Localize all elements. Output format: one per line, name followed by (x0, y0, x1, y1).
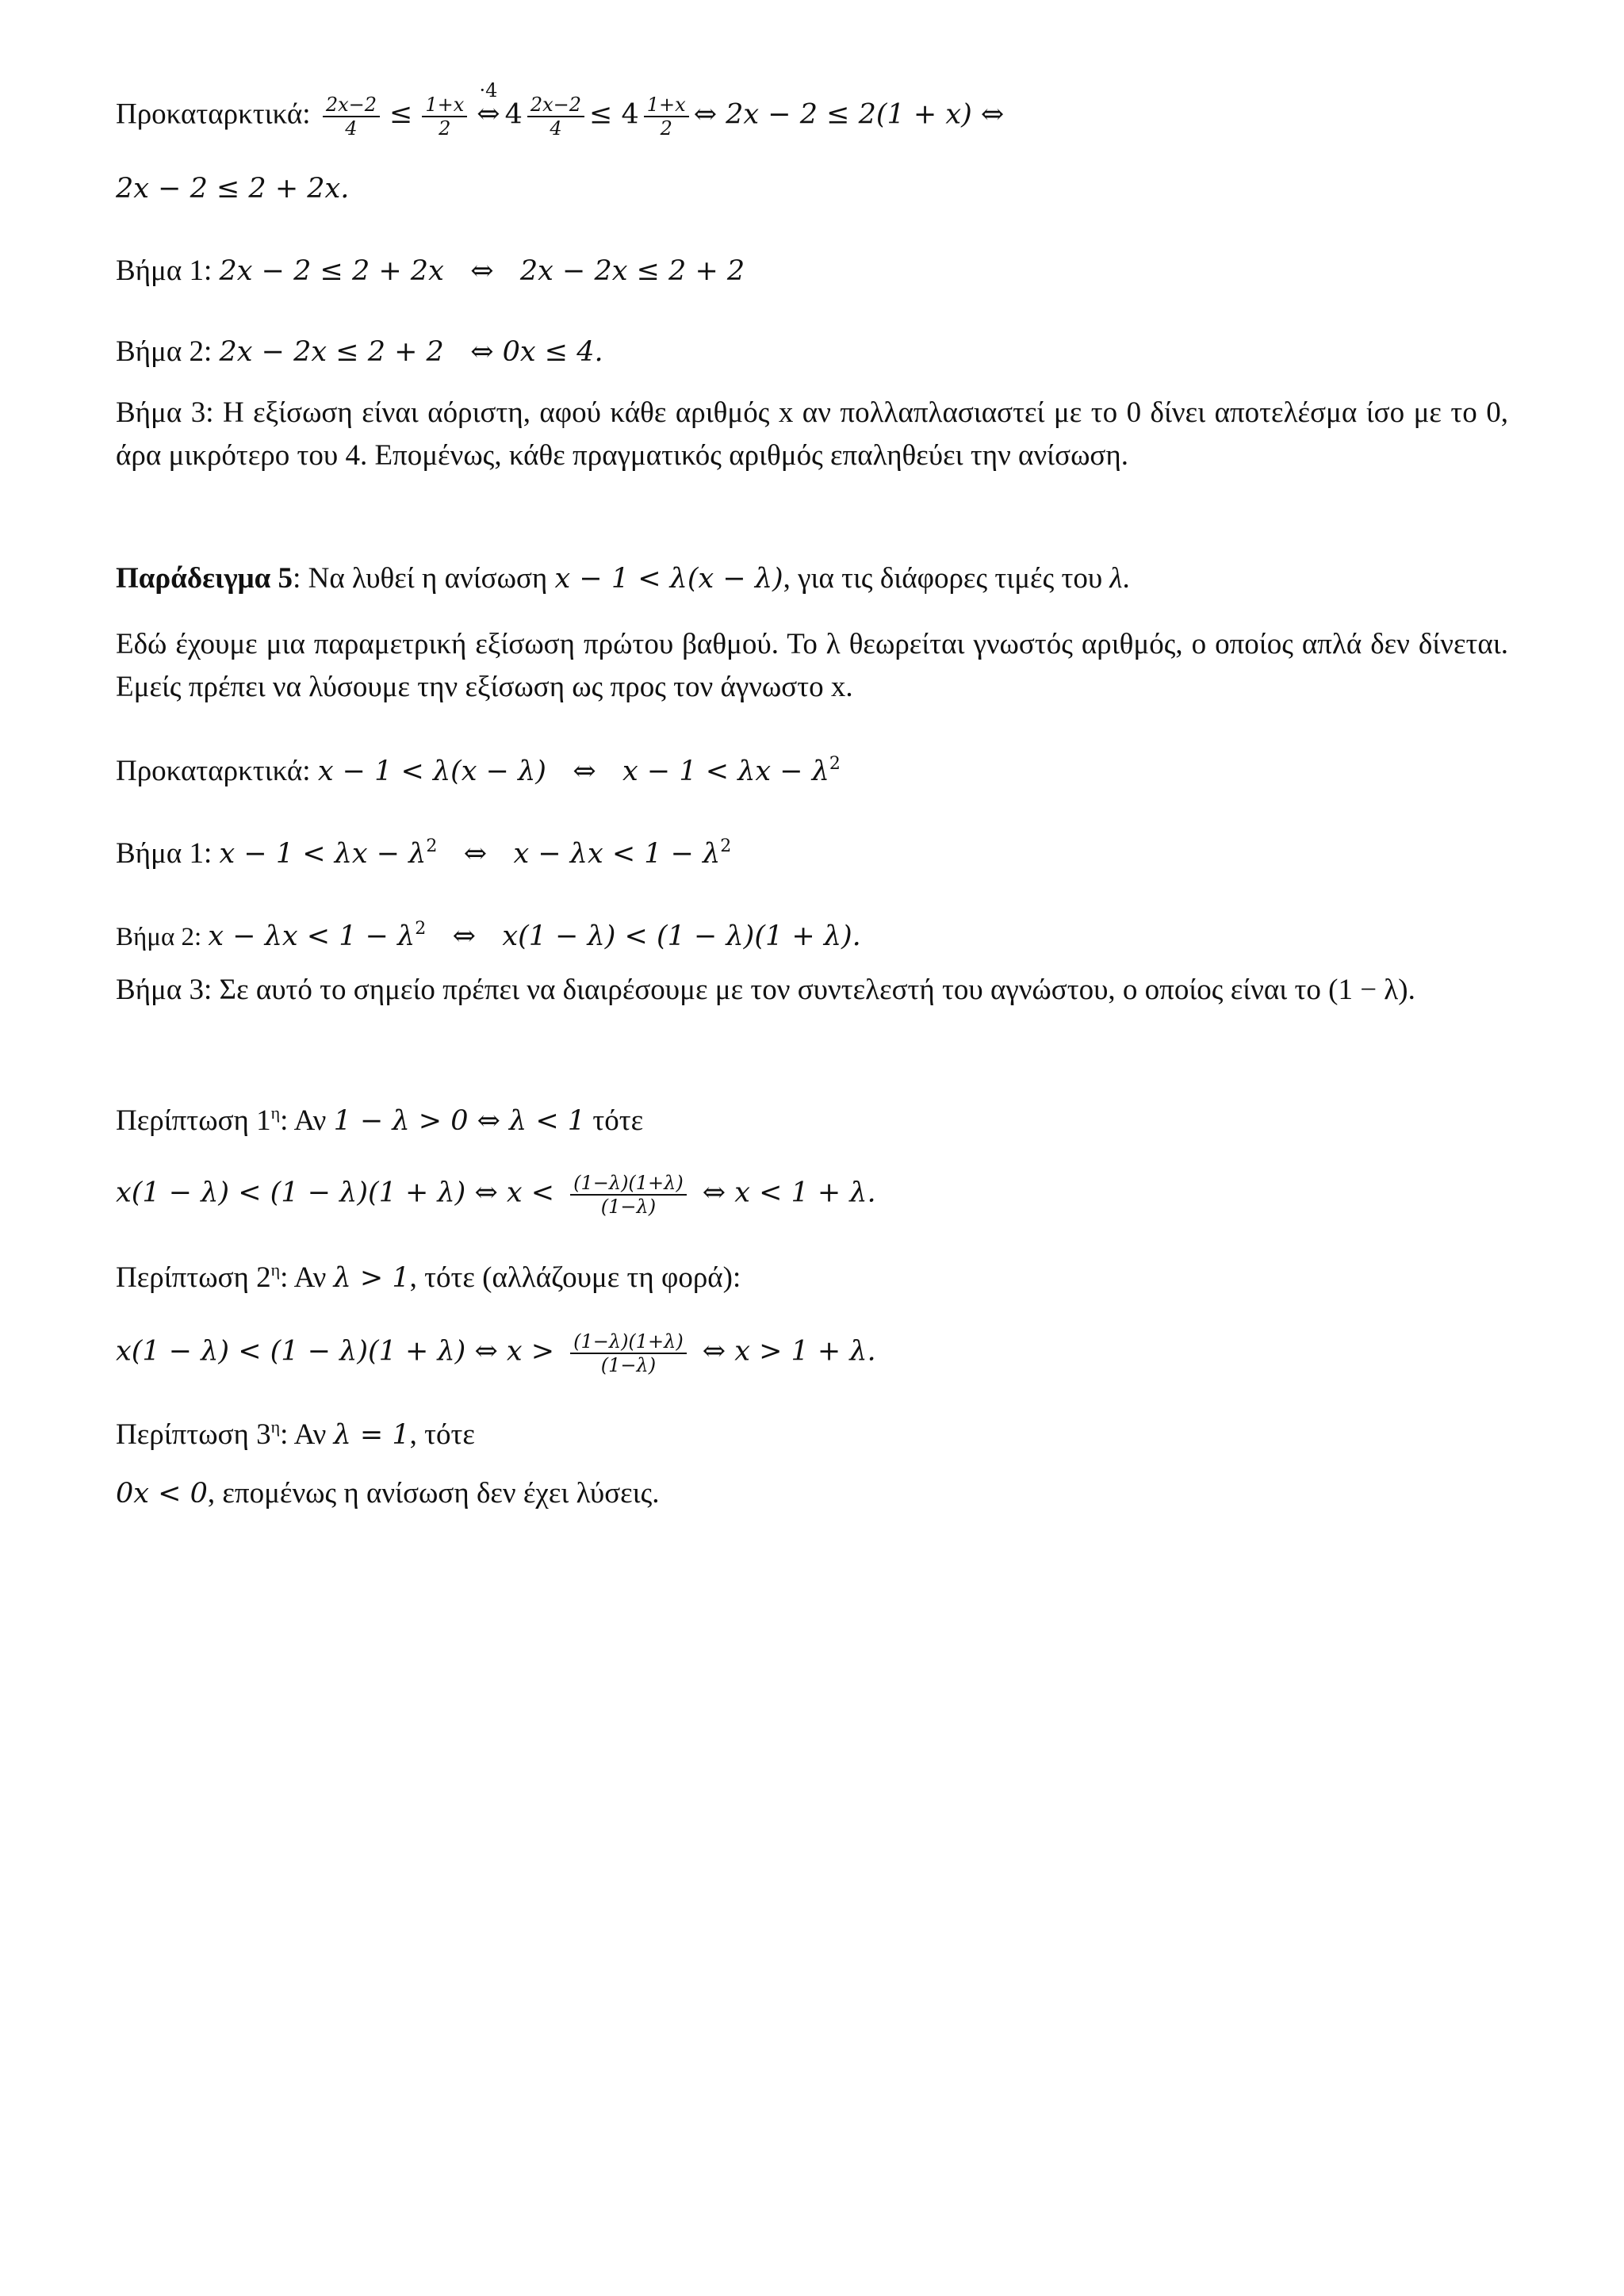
case-3-heading: Περίπτωση $3^\eta$: Αν λ = 1, τότε (116, 1417, 475, 1451)
fraction: $\frac{1+x}{2}$ (422, 94, 467, 140)
step-1-b: Βήμα 1: $x - 1 < \lambda x - \lambda^2$ ⇔ $x - \lambda x < 1 - \lambda^2$ (116, 836, 732, 870)
step-3-a: Βήμα 3: Η εξίσωση είναι αόριστη, αφού κάθε αριθμός x αν πολλαπλασιαστεί με το 0 δίνει αποτελέσμα ίσο με το 0, άρα μικρότερο του 4. Επομένως, κάθε πραγματικός αριθμός επαληθεύει την ανίσωση. (116, 396, 1508, 472)
example-5-heading: Παράδειγμα 5: Να λυθεί η ανίσωση x − 1 < λ(x − λ), για τις διάφορες τιμές του λ. (116, 562, 1130, 595)
step-2-b: Βήμα 2: $x - \lambda x < 1 - \lambda^2$ ⇔ x(1 − λ) < (1 − λ)(1 + λ). (116, 919, 861, 952)
fraction: $\frac{(1-\lambda)(1+\lambda)}{(1-\lambda)}$ (570, 1172, 687, 1218)
prelim-label: Προκαταρκτικά: (116, 98, 318, 131)
fraction: $\frac{2x-2}{4}$ (323, 94, 380, 140)
example-title: Παράδειγμα 5 (116, 562, 293, 595)
case-2-heading: Περίπτωση $2^\eta$: Αν λ > 1, τότε (αλλάζουμε τη φορά): (116, 1260, 741, 1294)
case-3-conclusion: 0x < 0, επομένως η ανίσωση δεν έχει λύσεις. (116, 1477, 660, 1510)
case-1-equation: x(1 − λ) < (1 − λ)(1 + λ) ⇔ x < $\frac{(1-\lambda)(1+\lambda)}{(1-\lambda)}$ ⇔ x < 1 + λ. (116, 1172, 876, 1218)
intro-paragraph: Εδώ έχουμε μια παραμετρική εξίσωση πρώτου βαθμού. Το λ θεωρείται γνωστός αριθμός, ο οποίος απλά δεν δίνεται. Εμείς πρέπει να λύσουμε την εξίσωση ως προς τον άγνωστο x. (116, 628, 1508, 703)
fraction: $\frac{2x-2}{4}$ (527, 94, 584, 140)
fraction: $\frac{(1-\lambda)(1+\lambda)}{(1-\lambda)}$ (570, 1330, 687, 1376)
case-1-heading: Περίπτωση $1^\eta$: Αν 1 − λ > 0 ⇔ λ < 1 τότε (116, 1103, 644, 1137)
step-2-a: Βήμα 2: 2x − 2x ≤ 2 + 2 ⇔ 0x ≤ 4. (116, 335, 603, 368)
prelim-2: Προκαταρκτικά: x − 1 < λ(x − λ) ⇔ $x - 1 < \lambda x - \lambda^2$ (116, 754, 841, 787)
multiply-by-4-iff: ·4 ⇔ (477, 79, 500, 131)
case-2-equation: x(1 − λ) < (1 − λ)(1 + λ) ⇔ x > $\frac{(1-\lambda)(1+\lambda)}{(1-\lambda)}$ ⇔ x > 1 + λ. (116, 1330, 876, 1376)
step-1-a: Βήμα 1: 2x − 2 ≤ 2 + 2x ⇔ 2x − 2x ≤ 2 + 2 (116, 254, 745, 287)
step-3-b: Βήμα 3: Σε αυτό το σημείο πρέπει να διαιρέσουμε με τον συντελεστή του αγνώστου, ο οποίος είναι το (1 − λ). (116, 974, 1415, 1006)
prelim-line-1: Προκαταρκτικά: $\frac{2x-2}{4}$ ≤ $\frac{1+x}{2}$ ·4 ⇔ 4 $\frac{2x-2}{4}$ ≤ 4 $\frac{1+x}{2}$ ⇔ 2x − 2 ≤ 2(1 + x) ⇔ (116, 79, 1005, 140)
prelim-line-2: 2x − 2 ≤ 2 + 2x. (116, 173, 350, 205)
fraction: $\frac{1+x}{2}$ (644, 94, 689, 140)
